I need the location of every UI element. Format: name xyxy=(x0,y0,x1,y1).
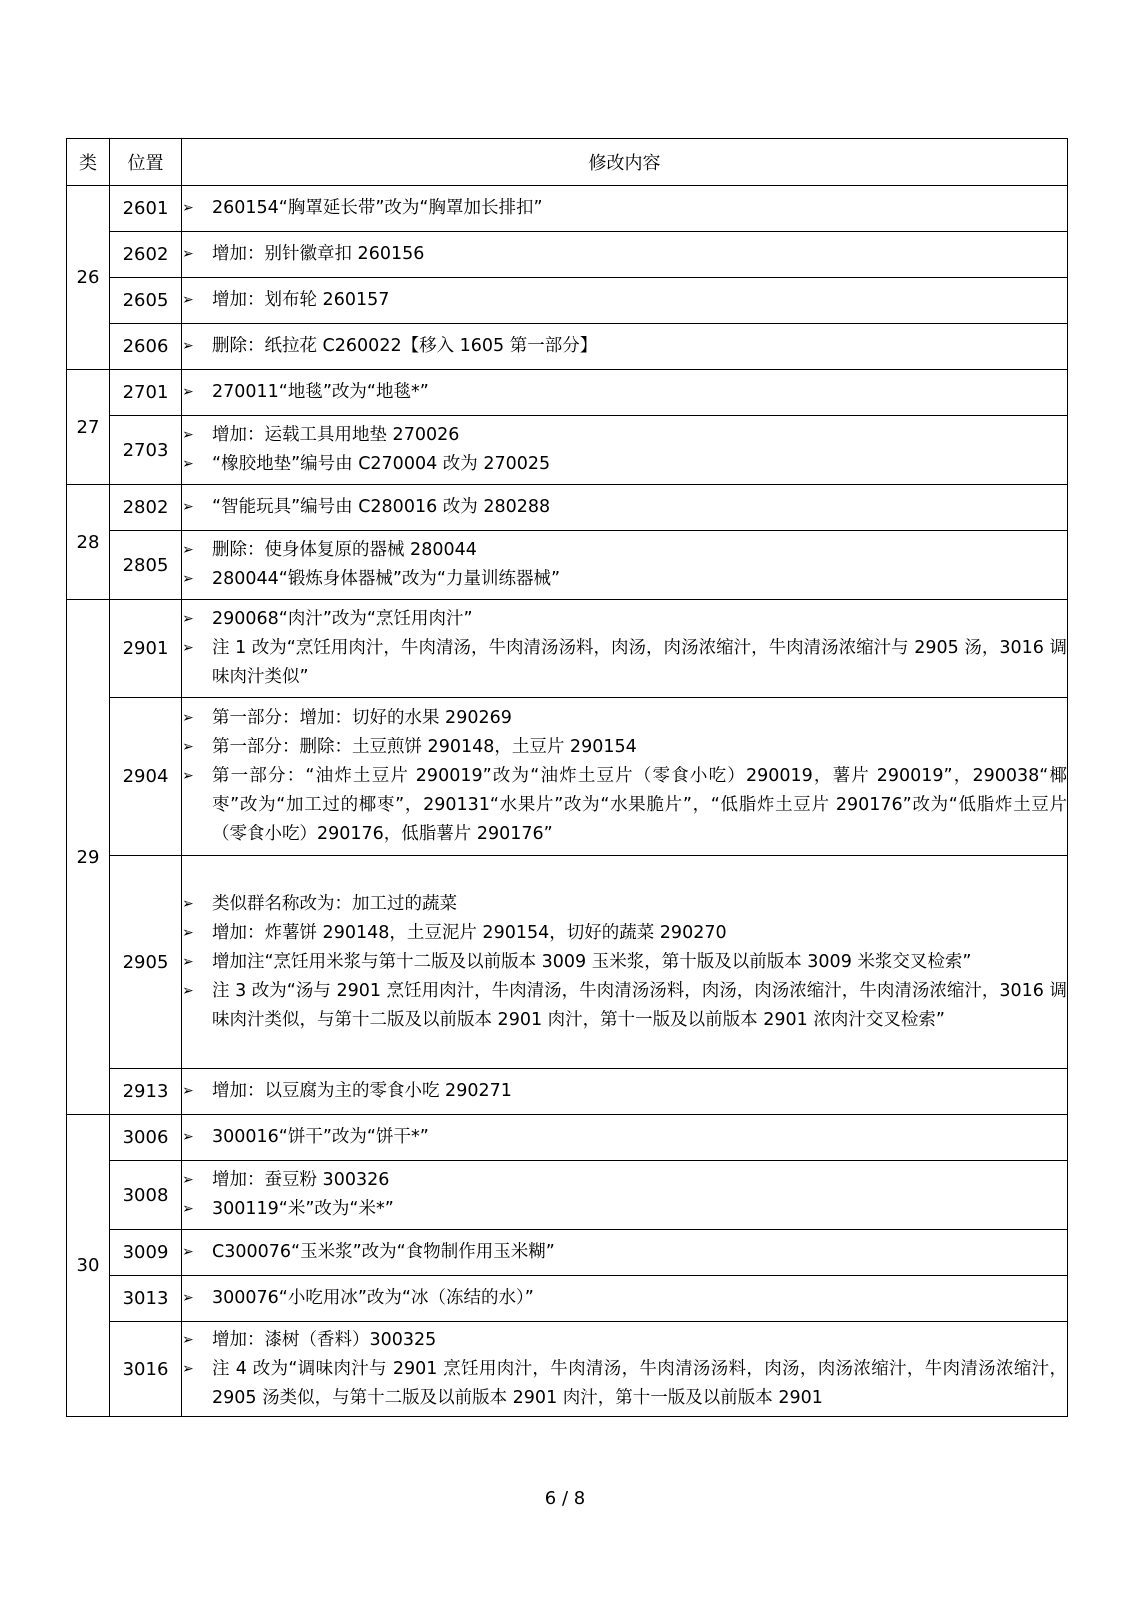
bullet-arrow-icon: ➢ xyxy=(182,710,194,726)
content-line xyxy=(182,948,1067,977)
class-number-cell: 27 xyxy=(67,370,110,485)
class-number-cell: 30 xyxy=(67,1115,110,1417)
content-line xyxy=(182,733,1067,762)
content-line xyxy=(182,1355,1067,1413)
header-class: 类 xyxy=(67,139,110,186)
table-row xyxy=(67,856,1068,1069)
content-text: 增加：以豆腐为主的零食小吃 290271 xyxy=(212,1081,512,1101)
content-cell xyxy=(182,1230,1068,1276)
position-cell: 3009 xyxy=(110,1230,182,1276)
content-text: 第一部分：删除：土豆煎饼 290148，土豆片 290154 xyxy=(212,737,637,757)
content-text: 300119“米”改为“米*” xyxy=(212,1199,394,1219)
content-line xyxy=(182,378,1067,407)
content-line xyxy=(182,421,1067,450)
bullet-arrow-icon: ➢ xyxy=(182,200,194,216)
bullet-arrow-icon: ➢ xyxy=(182,1083,194,1099)
content-line xyxy=(182,704,1067,733)
position-cell: 2602 xyxy=(110,232,182,278)
content-text: 第一部分：增加：切好的水果 290269 xyxy=(212,708,512,728)
bullet-arrow-icon: ➢ xyxy=(182,571,194,587)
bullet-arrow-icon: ➢ xyxy=(182,1172,194,1188)
bullet-arrow-icon: ➢ xyxy=(182,292,194,308)
bullet-arrow-icon: ➢ xyxy=(182,1331,194,1348)
position-cell: 2904 xyxy=(110,698,182,856)
content-text: 类似群名称改为：加工过的蔬菜 xyxy=(212,893,457,914)
position-cell: 3016 xyxy=(110,1322,182,1417)
table-row xyxy=(67,600,1068,698)
content-text: “橡胶地垫”编号由 C270004 改为 270025 xyxy=(212,454,551,474)
content-cell xyxy=(182,232,1068,278)
table-row xyxy=(67,1230,1068,1276)
content-text: 第一部分：“油炸土豆片 290019”改为“油炸土豆片（零食小吃）290019，薯片 290019”，290038“椰枣”改为“加工过的椰枣”，290131“水果片”改为“水果脆片”，“低脂炸土豆片 290176”改为“低脂炸土豆片（零食小吃）290176，低脂薯片 290176” xyxy=(212,766,1067,844)
position-cell: 2901 xyxy=(110,600,182,698)
bullet-arrow-icon: ➢ xyxy=(182,427,194,443)
content-text: 增加：蚕豆粉 300326 xyxy=(212,1170,390,1190)
bullet-arrow-icon: ➢ xyxy=(182,611,194,627)
content-text: 260154“胸罩延长带”改为“胸罩加长排扣” xyxy=(212,198,543,218)
header-position: 位置 xyxy=(110,139,182,186)
bullet-arrow-icon: ➢ xyxy=(182,953,194,970)
content-line xyxy=(182,493,1067,522)
table-row xyxy=(67,1161,1068,1230)
content-text: 280044“锻炼身体器械”改为“力量训练器械” xyxy=(212,569,561,589)
table-row xyxy=(67,278,1068,324)
content-text: 增加：运载工具用地垫 270026 xyxy=(212,425,460,445)
bullet-arrow-icon: ➢ xyxy=(182,895,194,912)
content-text: 290068“肉汁”改为“烹饪用肉汁” xyxy=(212,609,473,629)
content-line xyxy=(182,536,1067,565)
content-text: 增加：划布轮 260157 xyxy=(212,290,390,310)
bullet-arrow-icon: ➢ xyxy=(182,1244,194,1260)
content-text: “智能玩具”编号由 C280016 改为 280288 xyxy=(212,497,551,517)
content-line xyxy=(182,450,1067,479)
content-cell xyxy=(182,856,1068,1069)
content-cell xyxy=(182,186,1068,232)
table-row xyxy=(67,1115,1068,1161)
table-row xyxy=(67,698,1068,856)
content-cell xyxy=(182,324,1068,370)
table-row xyxy=(67,485,1068,531)
content-text: 增加：别针徽章扣 260156 xyxy=(212,244,425,264)
position-cell: 2913 xyxy=(110,1069,182,1115)
content-line xyxy=(182,1123,1067,1152)
bullet-arrow-icon: ➢ xyxy=(182,456,194,472)
table-row xyxy=(67,232,1068,278)
content-line xyxy=(182,286,1067,315)
position-cell: 2606 xyxy=(110,324,182,370)
content-text: 注 4 改为“调味肉汁与 2901 烹饪用肉汁，牛肉清汤，牛肉清汤汤料，肉汤，肉汤浓缩汁，牛肉清汤浓缩汁，2905 汤类似，与第十二版及以前版本 2901 肉汁，第十一版及以前版本 2901 xyxy=(212,1358,1067,1408)
content-text: C300076“玉米浆”改为“食物制作用玉米糊” xyxy=(212,1242,555,1262)
table-body xyxy=(67,186,1068,1417)
content-text: 增加：炸薯饼 290148，土豆泥片 290154，切好的蔬菜 290270 xyxy=(212,922,727,943)
content-text: 增加：漆树（香料）300325 xyxy=(212,1329,437,1350)
table-row xyxy=(67,186,1068,232)
position-cell: 3008 xyxy=(110,1161,182,1230)
class-number-cell: 26 xyxy=(67,186,110,370)
content-line xyxy=(182,332,1067,361)
content-line xyxy=(182,919,1067,948)
position-cell: 2701 xyxy=(110,370,182,416)
position-cell: 2601 xyxy=(110,186,182,232)
content-line xyxy=(182,1238,1067,1267)
content-line xyxy=(182,1284,1067,1313)
page-number: 6 / 8 xyxy=(544,1488,586,1509)
content-line xyxy=(182,605,1067,634)
position-cell: 2605 xyxy=(110,278,182,324)
content-text: 300076“小吃用冰”改为“冰（冻结的水）” xyxy=(212,1288,534,1308)
content-line xyxy=(182,890,1067,919)
content-text: 增加注“烹饪用米浆与第十二版及以前版本 3009 玉米浆，第十版及以前版本 3009 米浆交叉检索” xyxy=(212,951,972,972)
content-cell xyxy=(182,1276,1068,1322)
bullet-arrow-icon: ➢ xyxy=(182,384,194,400)
content-line xyxy=(182,1326,1067,1355)
content-text: 注 1 改为“烹饪用肉汁，牛肉清汤，牛肉清汤汤料，肉汤，肉汤浓缩汁，牛肉清汤浓缩汁与 2905 汤，3016 调味肉汁类似” xyxy=(212,638,1067,687)
content-cell xyxy=(182,531,1068,600)
bullet-arrow-icon: ➢ xyxy=(182,246,194,262)
position-cell: 2703 xyxy=(110,416,182,485)
content-text: 删除：纸拉花 C260022【移入 1605 第一部分】 xyxy=(212,336,598,356)
table-row xyxy=(67,324,1068,370)
content-cell xyxy=(182,1069,1068,1115)
content-cell xyxy=(182,1322,1068,1417)
position-cell: 2905 xyxy=(110,856,182,1069)
content-line xyxy=(182,1195,1067,1224)
content-cell xyxy=(182,698,1068,856)
content-line xyxy=(182,762,1067,849)
content-text: 270011“地毯”改为“地毯*” xyxy=(212,382,429,402)
content-cell xyxy=(182,416,1068,485)
table-row xyxy=(67,531,1068,600)
bullet-arrow-icon: ➢ xyxy=(182,1360,194,1377)
table-row xyxy=(67,1322,1068,1417)
class-number-cell: 28 xyxy=(67,485,110,600)
position-cell: 2802 xyxy=(110,485,182,531)
content-line xyxy=(182,977,1067,1035)
bullet-arrow-icon: ➢ xyxy=(182,640,194,656)
content-cell xyxy=(182,1161,1068,1230)
content-line xyxy=(182,194,1067,223)
revision-table xyxy=(66,138,1068,1417)
bullet-arrow-icon: ➢ xyxy=(182,338,194,354)
bullet-arrow-icon: ➢ xyxy=(182,499,194,515)
bullet-arrow-icon: ➢ xyxy=(182,1201,194,1217)
table-row xyxy=(67,1276,1068,1322)
content-line xyxy=(182,634,1067,692)
content-cell xyxy=(182,1115,1068,1161)
bullet-arrow-icon: ➢ xyxy=(182,542,194,558)
bullet-arrow-icon: ➢ xyxy=(182,739,194,755)
table-row xyxy=(67,370,1068,416)
position-cell: 2805 xyxy=(110,531,182,600)
content-text: 删除：使身体复原的器械 280044 xyxy=(212,540,477,560)
content-line xyxy=(182,1077,1067,1106)
bullet-arrow-icon: ➢ xyxy=(182,982,194,999)
content-line xyxy=(182,1166,1067,1195)
content-line xyxy=(182,240,1067,269)
class-number-cell: 29 xyxy=(67,600,110,1115)
table-row xyxy=(67,416,1068,485)
content-cell xyxy=(182,278,1068,324)
bullet-arrow-icon: ➢ xyxy=(182,768,194,784)
content-cell xyxy=(182,370,1068,416)
bullet-arrow-icon: ➢ xyxy=(182,1129,194,1145)
header-row xyxy=(67,139,1068,186)
content-text: 300016“饼干”改为“饼干*” xyxy=(212,1127,429,1147)
position-cell: 3006 xyxy=(110,1115,182,1161)
content-line xyxy=(182,565,1067,594)
content-cell xyxy=(182,600,1068,698)
content-text: 注 3 改为“汤与 2901 烹饪用肉汁，牛肉清汤，牛肉清汤汤料，肉汤，肉汤浓缩汁，牛肉清汤浓缩汁，3016 调味肉汁类似，与第十二版及以前版本 2901 肉汁，第十一版及以前版本 2901 浓肉汁交叉检索” xyxy=(212,980,1067,1030)
bullet-arrow-icon: ➢ xyxy=(182,924,194,941)
content-cell xyxy=(182,485,1068,531)
bullet-arrow-icon: ➢ xyxy=(182,1290,194,1306)
header-content: 修改内容 xyxy=(182,139,1068,186)
table-row xyxy=(67,1069,1068,1115)
position-cell: 3013 xyxy=(110,1276,182,1322)
